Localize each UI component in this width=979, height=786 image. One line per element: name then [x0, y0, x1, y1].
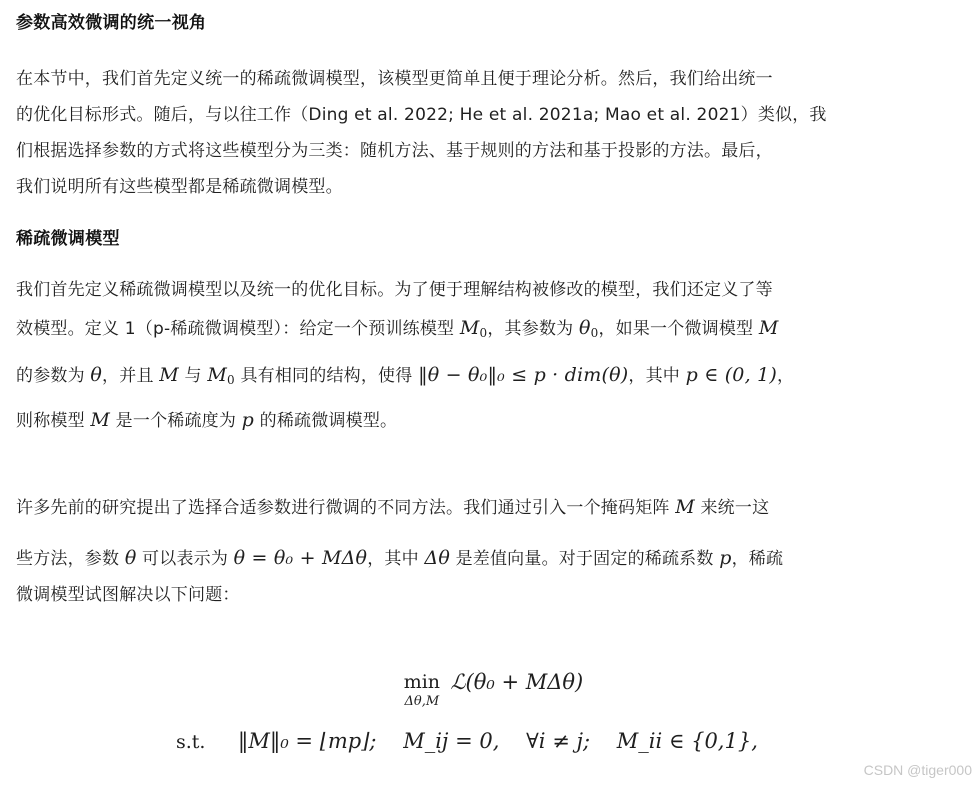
math-theta-update: θ = θ₀ + MΔθ	[233, 547, 368, 569]
mask-line-3: 微调模型试图解决以下问题：	[16, 585, 240, 605]
math-M: M	[159, 364, 179, 386]
math-theta: θ	[90, 364, 103, 386]
section-heading-unified-view: 参数高效微调的统一视角	[16, 13, 207, 33]
csdn-watermark: CSDN @tiger000	[863, 762, 972, 778]
mask-line-1: 许多先前的研究提出了选择合适参数进行微调的不同方法。我们通过引入一个掩码矩阵 M 来统一这	[16, 496, 770, 518]
optimization-objective	[16, 672, 971, 712]
mask-paragraph	[16, 489, 966, 613]
math-M: M	[758, 317, 779, 339]
definition-paragraph	[16, 272, 966, 438]
section-heading-sparse-model: 稀疏微调模型	[16, 229, 120, 249]
definition-line-2: 效模型。定义 1（p-稀疏微调模型）：给定一个预训练模型 $M_0$，其参数为 $\theta_0$，如果一个微调模型 M	[16, 317, 779, 340]
intro-line-4: 我们说明所有这些模型都是稀疏微调模型。	[16, 177, 343, 197]
subject-to-label: s.t.	[176, 731, 206, 753]
math-p-range: p ∈ (0, 1)	[685, 364, 777, 386]
math-p: p	[241, 409, 255, 431]
math-theta0: $\theta_0$	[578, 317, 599, 340]
math-M0: $M_0$	[459, 317, 488, 340]
min-operator: min	[403, 671, 441, 693]
definition-line-4: 则称模型 M 是一个稀疏度为 p 的稀疏微调模型。	[16, 409, 398, 431]
math-M: M	[90, 409, 111, 431]
definition-line-1: 我们首先定义稀疏微调模型以及统一的优化目标。为了便于理解结构被修改的模型，我们还定义了等	[16, 280, 773, 300]
math-theta: θ	[124, 547, 137, 569]
math-M: M	[675, 496, 695, 518]
constraint-expression: ‖M‖₀ = ⌊mp⌋; M_ij = 0, ∀i ≠ j; M_ii ∈ {0,1},	[237, 729, 758, 753]
intro-line-2: 的优化目标形式。随后，与以往工作（Ding et al. 2022; He et al. 2021a; Mao et al. 2021）类似，我	[16, 105, 827, 125]
objective-expression: ℒ(θ₀ + MΔθ)	[450, 670, 584, 694]
math-M0: $M_0$	[207, 364, 235, 387]
intro-paragraph	[16, 61, 966, 205]
min-subscript: Δθ,M	[404, 694, 440, 709]
intro-line-3: 们根据选择参数的方式将这些模型分为三类：随机方法、基于规则的方法和基于投影的方法。最后，	[16, 141, 773, 161]
mask-line-2: 些方法，参数 θ 可以表示为 θ = θ₀ + MΔθ，其中 Δθ 是差值向量。对于固定的稀疏系数 p，稀疏	[16, 547, 784, 569]
optimization-constraints	[176, 729, 966, 753]
intro-line-1: 在本节中，我们首先定义统一的稀疏微调模型，该模型更简单且便于理论分析。然后，我们给出统一	[16, 69, 773, 89]
math-delta-theta: Δθ	[424, 547, 450, 569]
math-p: p	[719, 547, 732, 569]
definition-line-3: 的参数为 θ，并且 M 与 $M_0$ 具有相同的结构，使得 ‖θ − θ₀‖₀ ≤ p · dim(θ)，其中 p ∈ (0, 1)，	[16, 364, 795, 387]
math-norm-inequality: ‖θ − θ₀‖₀ ≤ p · dim(θ)	[418, 364, 629, 386]
